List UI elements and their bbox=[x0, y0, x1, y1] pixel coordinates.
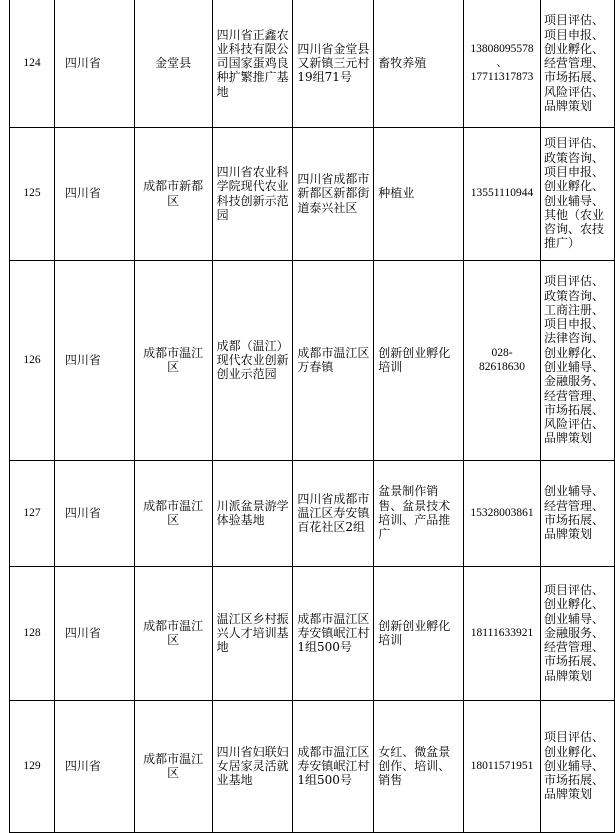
service-line: 项目申报、 bbox=[543, 317, 604, 332]
phone-line: 13551110944 bbox=[470, 187, 534, 200]
base-name-cell: 成都（温江）现代农业创新创业示范园 bbox=[212, 260, 293, 460]
service-line: 创业辅导、 bbox=[543, 360, 604, 374]
service-line: 推广） bbox=[543, 236, 580, 251]
table-row bbox=[10, 127, 615, 260]
district-cell: 成都市温江区 bbox=[134, 566, 212, 700]
service-line: 法律咨询、 bbox=[543, 331, 604, 346]
service-line: 市场拓展、 bbox=[543, 402, 604, 417]
base-name-cell: 四川省农业科学院现代农业科技创新示范园 bbox=[212, 127, 293, 260]
industry-cell: 盆景制作销售、盆景技术培训、产品推广 bbox=[374, 460, 464, 566]
phone-line: 18111633921 bbox=[470, 626, 534, 639]
phone-cell bbox=[464, 260, 541, 460]
services-cell bbox=[540, 127, 614, 260]
phone-line: 13808095578 bbox=[470, 42, 534, 55]
service-line: 经营管理、 bbox=[543, 640, 604, 655]
phone-cell bbox=[464, 127, 541, 260]
phone-line: 、 bbox=[496, 57, 508, 70]
service-line: 项目评估、 bbox=[543, 274, 604, 289]
phone-cell bbox=[464, 0, 541, 127]
table-row bbox=[10, 260, 615, 460]
service-line: 品牌策划 bbox=[543, 527, 592, 542]
province-cell: 四川省 bbox=[54, 566, 134, 700]
service-line: 风险评估、 bbox=[543, 417, 604, 432]
district-cell: 成都市温江区 bbox=[134, 260, 212, 460]
province-cell: 四川省 bbox=[54, 700, 134, 832]
table-row bbox=[10, 460, 615, 566]
row-number: 126 bbox=[10, 260, 55, 460]
service-line: 其他（农业 bbox=[543, 207, 604, 222]
phone-line: 17711317873 bbox=[470, 71, 534, 84]
service-line: 项目评估、 bbox=[543, 730, 604, 745]
service-line: 市场拓展、 bbox=[543, 773, 604, 788]
row-number: 125 bbox=[10, 127, 55, 260]
district-cell: 金堂县 bbox=[134, 0, 212, 127]
phone-line: 15328003861 bbox=[470, 506, 534, 519]
province-cell: 四川省 bbox=[54, 127, 134, 260]
address-cell: 四川省成都市温江区寿安镇百花社区2组 bbox=[293, 460, 374, 566]
service-line: 创业辅导、 bbox=[543, 611, 604, 626]
services-cell bbox=[540, 460, 614, 566]
service-line: 项目申报、 bbox=[543, 164, 604, 179]
service-line: 政策咨询、 bbox=[543, 288, 604, 303]
row-number: 124 bbox=[10, 0, 55, 127]
services-cell bbox=[540, 260, 614, 460]
industry-cell: 创新创业孵化培训 bbox=[374, 566, 464, 700]
service-line: 金融服务、 bbox=[543, 374, 604, 389]
service-line: 市场拓展、 bbox=[543, 654, 604, 669]
row-number: 127 bbox=[10, 460, 55, 566]
province-cell: 四川省 bbox=[54, 260, 134, 460]
service-line: 创业孵化、 bbox=[543, 597, 604, 612]
industry-cell: 女红、微盆景创作、培训、销售 bbox=[374, 700, 464, 832]
service-line: 项目评估、 bbox=[543, 13, 604, 28]
service-line: 政策咨询、 bbox=[543, 150, 604, 165]
base-name-cell: 四川省妇联妇女居家灵活就业基地 bbox=[212, 700, 293, 832]
service-line: 创业孵化、 bbox=[543, 345, 604, 360]
district-cell: 成都市新都区 bbox=[134, 127, 212, 260]
address-cell: 四川省金堂县又新镇三元村19组71号 bbox=[293, 0, 374, 127]
table-row bbox=[10, 0, 615, 127]
address-cell: 四川省成都市新都区新都街道泰兴社区 bbox=[293, 127, 374, 260]
service-line: 项目申报、 bbox=[543, 27, 604, 42]
phone-line: 82618630 bbox=[479, 361, 525, 373]
service-line: 品牌策划 bbox=[543, 431, 592, 446]
service-line: 金融服务、 bbox=[543, 625, 604, 640]
services-cell bbox=[540, 0, 614, 127]
phone-cell bbox=[464, 566, 541, 700]
service-line: 品牌策划 bbox=[543, 668, 592, 683]
service-line: 创业辅导、 bbox=[543, 193, 604, 208]
industry-cell: 种植业 bbox=[374, 127, 464, 260]
service-line: 经营管理、 bbox=[543, 498, 604, 513]
address-cell: 成都市温江区万春镇 bbox=[293, 260, 374, 460]
district-cell: 成都市温江区 bbox=[134, 700, 212, 832]
services-cell bbox=[540, 700, 614, 832]
service-line: 经营管理、 bbox=[543, 388, 604, 403]
district-cell: 成都市温江区 bbox=[134, 460, 212, 566]
service-line: 创业孵化、 bbox=[543, 41, 604, 56]
base-table bbox=[9, 0, 615, 833]
service-line: 品牌策划 bbox=[543, 787, 592, 802]
phone-cell bbox=[464, 700, 541, 832]
phone-line: 18011571951 bbox=[470, 759, 534, 772]
table-body bbox=[10, 0, 615, 832]
service-line: 咨询、农技 bbox=[543, 222, 604, 237]
address-cell: 成都市温江区寿安镇岷江村1组500号 bbox=[293, 700, 374, 832]
table-row bbox=[10, 700, 615, 832]
phone-cell bbox=[464, 460, 541, 566]
row-number: 129 bbox=[10, 700, 55, 832]
service-line: 创业辅导、 bbox=[543, 758, 604, 773]
province-cell: 四川省 bbox=[54, 460, 134, 566]
service-line: 创业孵化、 bbox=[543, 744, 604, 759]
service-line: 品牌策划 bbox=[543, 98, 592, 113]
table-row bbox=[10, 566, 615, 700]
service-line: 项目评估、 bbox=[543, 136, 604, 151]
service-line: 创业辅导、 bbox=[543, 484, 604, 499]
service-line: 风险评估、 bbox=[543, 84, 604, 99]
service-line: 市场拓展、 bbox=[543, 70, 604, 85]
service-line: 经营管理、 bbox=[543, 56, 604, 71]
service-line: 项目评估、 bbox=[543, 582, 604, 597]
services-cell bbox=[540, 566, 614, 700]
industry-cell: 畜牧养殖 bbox=[374, 0, 464, 127]
province-cell: 四川省 bbox=[54, 0, 134, 127]
base-name-cell: 温江区乡村振兴人才培训基地 bbox=[212, 566, 293, 700]
phone-line: 028- bbox=[491, 346, 513, 359]
service-line: 创业孵化、 bbox=[543, 179, 604, 194]
service-line: 工商注册、 bbox=[543, 302, 604, 317]
row-number: 128 bbox=[10, 566, 55, 700]
base-name-cell: 川派盆景游学体验基地 bbox=[212, 460, 293, 566]
address-cell: 成都市温江区寿安镇岷江村1组500号 bbox=[293, 566, 374, 700]
base-name-cell: 四川省正鑫农业科技有限公司国家蛋鸡良种扩繁推广基地 bbox=[212, 0, 293, 127]
service-line: 市场拓展、 bbox=[543, 513, 604, 527]
industry-cell: 创新创业孵化培训 bbox=[374, 260, 464, 460]
